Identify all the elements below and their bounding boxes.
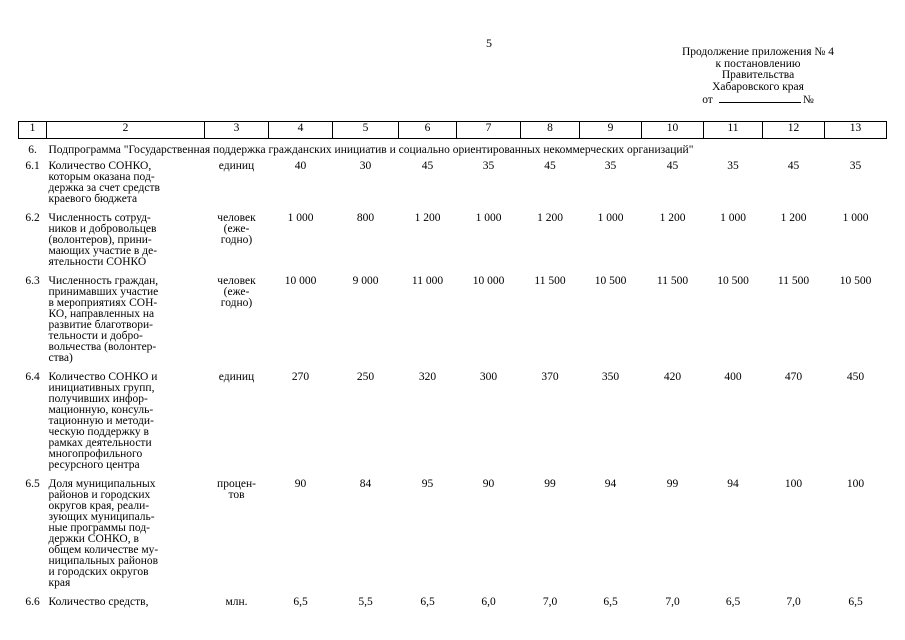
table-row xyxy=(19,213,887,276)
row-number: 6.6 xyxy=(25,596,40,608)
value-cell: 1 000 xyxy=(720,212,746,224)
value-cell: 6,0 xyxy=(481,596,496,608)
table-body xyxy=(19,139,887,617)
from-label: от xyxy=(702,94,713,106)
continuation-line: Продолжение приложения № 4 xyxy=(681,46,835,58)
table-row xyxy=(19,276,887,372)
subprogram-row xyxy=(19,139,887,162)
value-cell: 450 xyxy=(846,371,865,383)
value-cell: 320 xyxy=(418,371,437,383)
value-cell: 35 xyxy=(604,160,617,172)
row-number: 6.5 xyxy=(25,478,40,490)
value-cell: 45 xyxy=(666,160,679,172)
value-cell: 1 200 xyxy=(780,212,807,224)
value-cell: 10 000 xyxy=(284,275,317,287)
value-cell: 35 xyxy=(482,160,495,172)
continuation-line: Хабаровского края xyxy=(712,80,804,93)
value-cell: 350 xyxy=(601,371,620,383)
value-cell: 370 xyxy=(541,371,559,383)
value-cell: 7,0 xyxy=(542,596,558,608)
value-cell: 1 200 xyxy=(537,212,563,224)
continuation-line: Правительства xyxy=(721,69,795,81)
indicator-name: Количество СОНКО и инициативных групп, получивших инфор- мационную, консуль- тационную и методи- ческую поддержку в рамках деятельности многопрофильного ресурсного центра xyxy=(48,371,158,471)
value-cell: 84 xyxy=(359,478,372,490)
indicator-name: Численность сотруд- ников и добровольцев (волонтеров), прини- мающих участие в де- ятельности СОНКО xyxy=(48,212,158,268)
header-cell: 8 xyxy=(521,122,580,139)
value-cell: 9 000 xyxy=(352,275,379,287)
table-row xyxy=(19,479,887,597)
value-cell: 270 xyxy=(291,371,310,383)
header-cell: 9 xyxy=(580,122,642,139)
value-cell: 6,5 xyxy=(848,596,863,608)
value-cell: 10 000 xyxy=(472,275,505,287)
value-cell: 45 xyxy=(544,160,556,172)
value-cell: 45 xyxy=(421,160,434,172)
blank-date-line xyxy=(719,93,801,103)
unit-cell: человек (еже- годно) xyxy=(217,212,256,246)
value-cell: 250 xyxy=(356,371,375,383)
value-cell: 90 xyxy=(482,478,495,490)
subprogram-title: Подпрограмма "Государственная поддержка гражданских инициатив и социально ориентированных некоммерческих организаций" xyxy=(48,144,694,156)
header-cell: 13 xyxy=(825,122,887,139)
value-cell: 6,5 xyxy=(603,596,618,608)
value-cell: 420 xyxy=(663,371,682,383)
value-cell: 1 000 xyxy=(842,212,869,224)
value-cell: 35 xyxy=(849,160,862,172)
table-row xyxy=(19,597,887,616)
value-cell: 35 xyxy=(727,160,739,172)
value-cell: 300 xyxy=(479,371,498,383)
indicator-name: Доля муниципальных районов и городских округов края, реали- зующих муниципаль- ные программы под- держки СОНКО, в общем количестве му- ниципальных районов и городских округов края xyxy=(48,478,159,589)
unit-cell: человек (еже- годно) xyxy=(217,275,256,309)
header-cell: 3 xyxy=(205,122,269,139)
header-cell: 2 xyxy=(47,122,205,139)
value-cell: 45 xyxy=(787,160,800,172)
value-cell: 10 500 xyxy=(594,275,627,287)
value-cell: 7,0 xyxy=(665,596,680,608)
value-cell: 94 xyxy=(604,478,617,490)
value-cell: 100 xyxy=(784,478,803,490)
row-number: 6.3 xyxy=(25,275,40,287)
unit-cell: единиц xyxy=(218,160,255,172)
value-cell: 90 xyxy=(294,478,307,490)
value-cell: 100 xyxy=(846,478,865,490)
indicator-name: Количество СОНКО, которым оказана под- держка за счет средств краевого бюджета xyxy=(48,160,160,205)
indicator-name: Численность граждан, принимавших участие в мероприятиях СОН- КО, направленных на развитие благотвори- тельности и добро- вольчества (волонтер- ства) xyxy=(48,275,159,364)
value-cell: 30 xyxy=(359,160,372,172)
page-number: 5 xyxy=(486,36,492,50)
row-number: 6.2 xyxy=(25,212,40,224)
header-cell: 6 xyxy=(399,122,457,139)
indicators-table xyxy=(18,121,887,616)
header-cell: 10 xyxy=(642,122,704,139)
header-cell: 12 xyxy=(763,122,825,139)
header-cell: 5 xyxy=(333,122,399,139)
value-cell: 800 xyxy=(356,212,375,224)
header-cell: 1 xyxy=(19,122,47,139)
value-cell: 10 500 xyxy=(717,275,749,287)
value-cell: 7,0 xyxy=(786,596,801,608)
value-cell: 11 500 xyxy=(777,275,810,287)
continuation-line: к постановлению xyxy=(715,57,801,70)
value-cell: 99 xyxy=(666,478,679,490)
value-cell: 1 200 xyxy=(659,212,686,224)
value-cell: 1 000 xyxy=(475,212,502,224)
header-cell: 7 xyxy=(457,122,521,139)
indicator-name: Количество средств, xyxy=(48,596,149,608)
unit-cell: единиц xyxy=(218,371,255,383)
value-cell: 470 xyxy=(784,371,803,383)
row-number: 6.1 xyxy=(25,160,40,172)
number-sign: № xyxy=(802,94,814,106)
continuation-block xyxy=(660,47,856,107)
value-cell: 40 xyxy=(294,160,307,172)
value-cell: 99 xyxy=(544,478,556,490)
date-number-line xyxy=(660,93,856,107)
value-cell: 6,5 xyxy=(725,596,741,608)
value-cell: 94 xyxy=(727,478,739,490)
unit-cell: млн. xyxy=(225,596,248,608)
value-cell: 11 000 xyxy=(411,275,444,287)
row-number: 6.4 xyxy=(25,371,40,383)
value-cell: 6,5 xyxy=(293,596,308,608)
value-cell: 400 xyxy=(724,371,742,383)
value-cell: 10 500 xyxy=(839,275,872,287)
value-cell: 95 xyxy=(421,478,434,490)
subprogram-number: 6. xyxy=(28,144,37,156)
header-cell: 4 xyxy=(269,122,333,139)
value-cell: 11 500 xyxy=(534,275,566,287)
header-cell: 11 xyxy=(704,122,763,139)
value-cell: 1 000 xyxy=(287,212,314,224)
table-row xyxy=(19,372,887,479)
unit-cell: процен- тов xyxy=(217,478,256,501)
value-cell: 11 500 xyxy=(656,275,689,287)
value-cell: 1 200 xyxy=(414,212,441,224)
value-cell: 1 000 xyxy=(597,212,624,224)
table-row xyxy=(19,161,887,213)
table-header-row xyxy=(19,122,887,139)
value-cell: 5,5 xyxy=(358,596,373,608)
value-cell: 6,5 xyxy=(420,596,435,608)
